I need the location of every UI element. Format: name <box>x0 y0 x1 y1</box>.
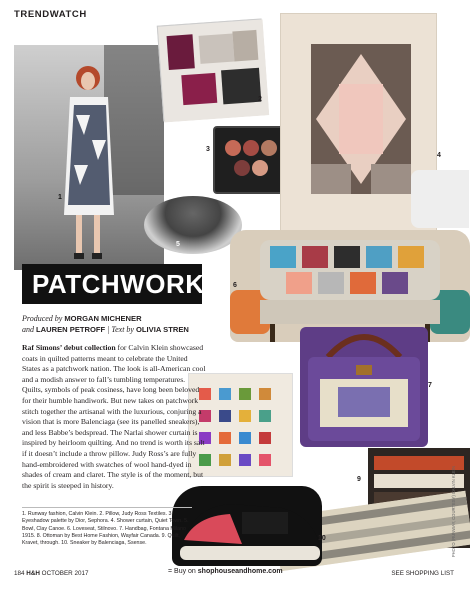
sneaker-image <box>172 486 322 566</box>
footer-left <box>14 570 88 577</box>
buy-prefix: = Buy on <box>168 568 196 575</box>
byline-sep: | Text by <box>107 325 134 334</box>
page-headline: PATCHWORK <box>22 264 202 304</box>
see-shopping-list[interactable]: SEE SHOPPING LIST <box>391 570 454 577</box>
byline-prefix-1: Produced by <box>22 314 63 323</box>
buy-link[interactable] <box>168 568 283 575</box>
item-number-9: 9 <box>357 476 361 483</box>
item-number-7: 7 <box>428 382 432 389</box>
pillow-image <box>157 18 268 121</box>
byline <box>22 313 202 335</box>
loveseat-image <box>230 230 470 342</box>
runway-photo <box>14 45 164 270</box>
photo-credit: PHOTO (RUNWAY, COURTESY) CALVIN KLEIN <box>451 466 456 558</box>
item-number-3: 3 <box>206 146 210 153</box>
item-number-1: 1 <box>58 194 62 201</box>
bathtub-image <box>411 170 469 228</box>
item-number-2: 2 <box>258 96 262 103</box>
item-number-10: 10 <box>318 535 326 542</box>
item-number-6: 6 <box>233 282 237 289</box>
page-number: 184 <box>14 570 25 577</box>
item-number-4: 4 <box>437 152 441 159</box>
eyeshadow-palette-image <box>213 126 289 194</box>
byline-name-2: LAUREN PETROFF <box>36 325 106 334</box>
byline-name-1: MORGAN MICHENER <box>64 314 142 323</box>
body-lead: Raf Simons’ debut collection <box>22 343 116 352</box>
bowl-image <box>144 196 242 254</box>
article-body <box>22 343 207 491</box>
product-credits: 1. Runway fashion, Calvin Klein. 2. Pillow, Judy Ross Textiles. 3. Eyeshadow palette by Dior, Sephora. 4. Shower curtain, Quiet Town. 5. Bowl, Clay Canoe. 6. Loveseat, Stilnovo. 7. Handbag, Fontana Milano 1915. 8. Ottoman by Best Home Fashion, Wayfair Canada. 9. Quilt, Kravet, through. 10. Sneaker by Balenciaga, Ssense. <box>22 507 192 547</box>
issue-date: OCTOBER 2017 <box>41 570 89 577</box>
handbag-image <box>300 327 428 447</box>
byline-prefix-2: and <box>22 325 34 334</box>
buy-site[interactable]: shophouseandhome.com <box>197 568 283 575</box>
body-text: for Calvin Klein showcased coats in quilted patterns meant to celebrate the United States as a patchwork nation. The look is all-American cool and a modish answer to fall’s tumbling temperatures. Quilts, symbols of peak cosiness, have long been beloved for their humble handiwork. But new takes on patchwork stitch together the artisanal with the luxurious, conjuring a vision that is more Balenciaga (see its panelled sneakers), and less Babbe’s bedspread. The Narlai shower curtain is inspired by heirloom quilting. And no trend is worth its salt if it doesn’t include a throw pillow. Judy Ross’s are fully hand-embroidered with swatches of wool hand-dyed in shades of cream and claret. The style is of the moment, but the spirit is steeped in history. <box>22 343 206 490</box>
magazine-name: H&H <box>26 570 40 577</box>
byline-name-3: OLIVIA STREN <box>135 325 189 334</box>
item-number-5: 5 <box>176 241 180 248</box>
section-label: TRENDWATCH <box>14 9 87 20</box>
